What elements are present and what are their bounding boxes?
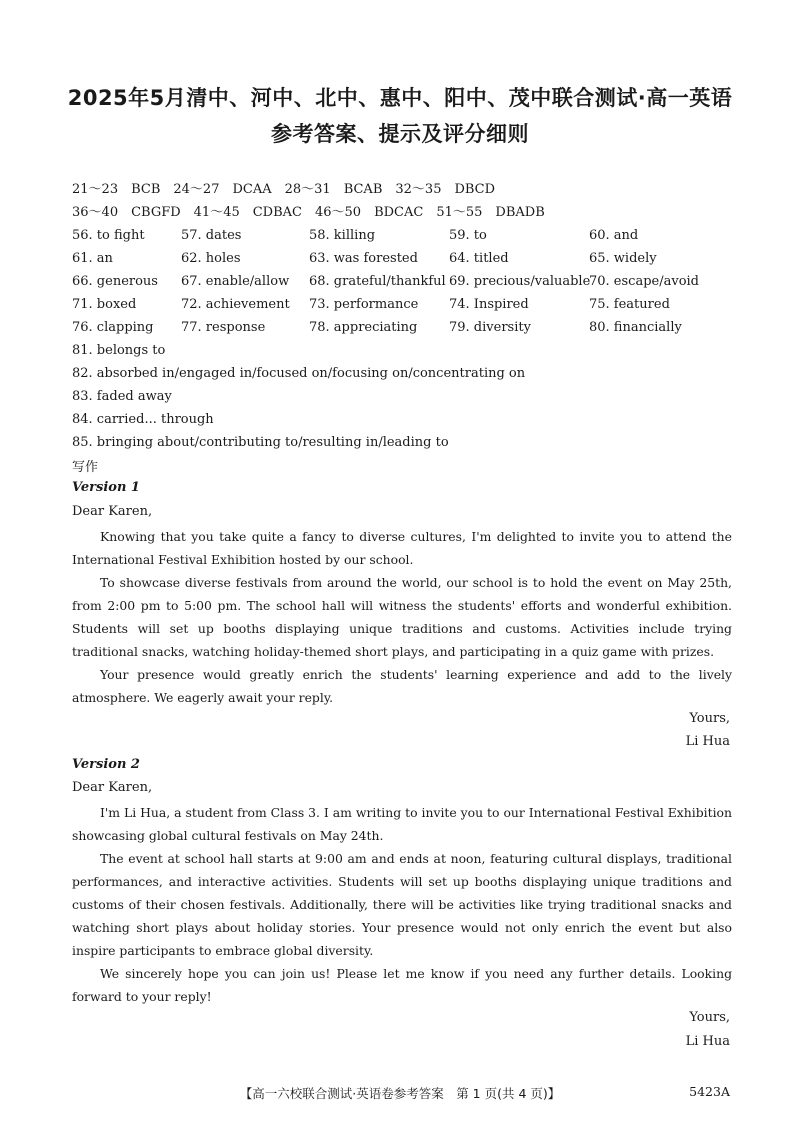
version-1-label: Version 1: [72, 480, 140, 495]
answer-item-82: 82. absorbed in/engaged in/focused on/focusing on/concentrating on: [72, 366, 526, 381]
version-2-label: Version 2: [72, 757, 140, 772]
answer-cell: 58. killing: [309, 228, 376, 243]
answer-item-81: 81. belongs to: [72, 343, 166, 358]
answer-cell: 61. an: [72, 251, 113, 266]
document-code: 5423A: [689, 1084, 730, 1099]
answer-cell: 59. to: [449, 228, 487, 243]
page-footer: 【高一六校联合测试·英语卷参考答案 第 1 页(共 4 页)】: [239, 1086, 561, 1101]
version-2-salutation: Dear Karen,: [72, 780, 153, 795]
answer-row: [72, 319, 732, 337]
answer-row: [72, 296, 732, 314]
answer-cell: 80. financially: [589, 320, 682, 335]
answer-cell: 67. enable/allow: [181, 274, 290, 289]
answer-cell: 71. boxed: [72, 297, 137, 312]
version-1-paragraph-1: Knowing that you take quite a fancy to diverse cultures, I'm delighted to invite you to attend the International Festival Exhibition hosted by our school.: [72, 529, 732, 567]
version-1-salutation: Dear Karen,: [72, 504, 153, 519]
answer-cell: 68. grateful/thankful: [309, 274, 446, 289]
version-1-signature: Li Hua: [685, 734, 730, 749]
answer-item-84: 84. carried... through: [72, 412, 214, 427]
version-2-paragraph-1: I'm Li Hua, a student from Class 3. I am writing to invite you to our International Festival Exhibition showcasing global cultural festivals on May 24th.: [72, 805, 732, 843]
answer-cell: 78. appreciating: [309, 320, 418, 335]
version-1-paragraph-2: To showcase diverse festivals from around the world, our school is to hold the event on May 25th, from 2:00 pm to 5:00 pm. The school hall will witness the students' efforts and wonderful exhibition. Students will set up booths displaying unique traditions and customs. Activities include trying traditional snacks, watching holiday-themed short plays, and participating in a quiz game with prizes.: [72, 575, 732, 659]
answer-item-85: 85. bringing about/contributing to/resulting in/leading to: [72, 435, 449, 450]
answer-cell: 63. was forested: [309, 251, 418, 266]
answer-row: [72, 273, 732, 291]
answer-cell: 77. response: [181, 320, 266, 335]
answer-cell: 72. achievement: [181, 297, 290, 312]
answer-cell: 56. to fight: [72, 228, 145, 243]
version-2-signature: Li Hua: [685, 1034, 730, 1049]
mc-answers-line-2: 36～40 CBGFD 41～45 CDBAC 46～50 BDCAC 51～55 DBADB: [72, 205, 545, 220]
version-2-paragraph-2: The event at school hall starts at 9:00 am and ends at noon, featuring cultural displays, traditional performances, and interactive activities. Students will set up booths displaying unique traditions and customs of their chosen festivals. Additionally, there will be activities like trying traditional snacks and watching short plays about holiday stories. Your presence would not only enrich the event but also inspire participants to embrace global diversity.: [72, 851, 732, 958]
page-subtitle: 参考答案、提示及评分细则: [271, 122, 529, 146]
answer-row: [72, 227, 732, 245]
answer-cell: 70. escape/avoid: [589, 274, 699, 289]
answer-cell: 66. generous: [72, 274, 158, 289]
answer-cell: 73. performance: [309, 297, 419, 312]
answer-cell: 75. featured: [589, 297, 670, 312]
answer-cell: 57. dates: [181, 228, 242, 243]
version-2-paragraph-3: We sincerely hope you can join us! Please let me know if you need any further details. Looking forward to your reply!: [72, 966, 732, 1004]
version-1-closing: Yours,: [689, 711, 730, 726]
answer-item-83: 83. faded away: [72, 389, 172, 404]
mc-answers-line-1: 21～23 BCB 24～27 DCAA 28～31 BCAB 32～35 DBCD: [72, 182, 496, 197]
answer-cell: 64. titled: [449, 251, 509, 266]
answer-cell: 79. diversity: [449, 320, 531, 335]
answer-cell: 76. clapping: [72, 320, 154, 335]
answer-cell: 69. precious/valuable: [449, 274, 591, 289]
version-1-paragraph-3: Your presence would greatly enrich the students' learning experience and add to the lively atmosphere. We eagerly await your reply.: [72, 667, 732, 705]
answer-cell: 65. widely: [589, 251, 657, 266]
version-2-closing: Yours,: [689, 1010, 730, 1025]
answer-cell: 60. and: [589, 228, 639, 243]
answer-cell: 62. holes: [181, 251, 241, 266]
writing-heading: 写作: [72, 460, 99, 475]
answer-cell: 74. Inspired: [449, 297, 529, 312]
answer-row: [72, 250, 732, 268]
page-title: 2025年5月清中、河中、北中、惠中、阳中、茂中联合测试·高一英语: [67, 86, 733, 110]
